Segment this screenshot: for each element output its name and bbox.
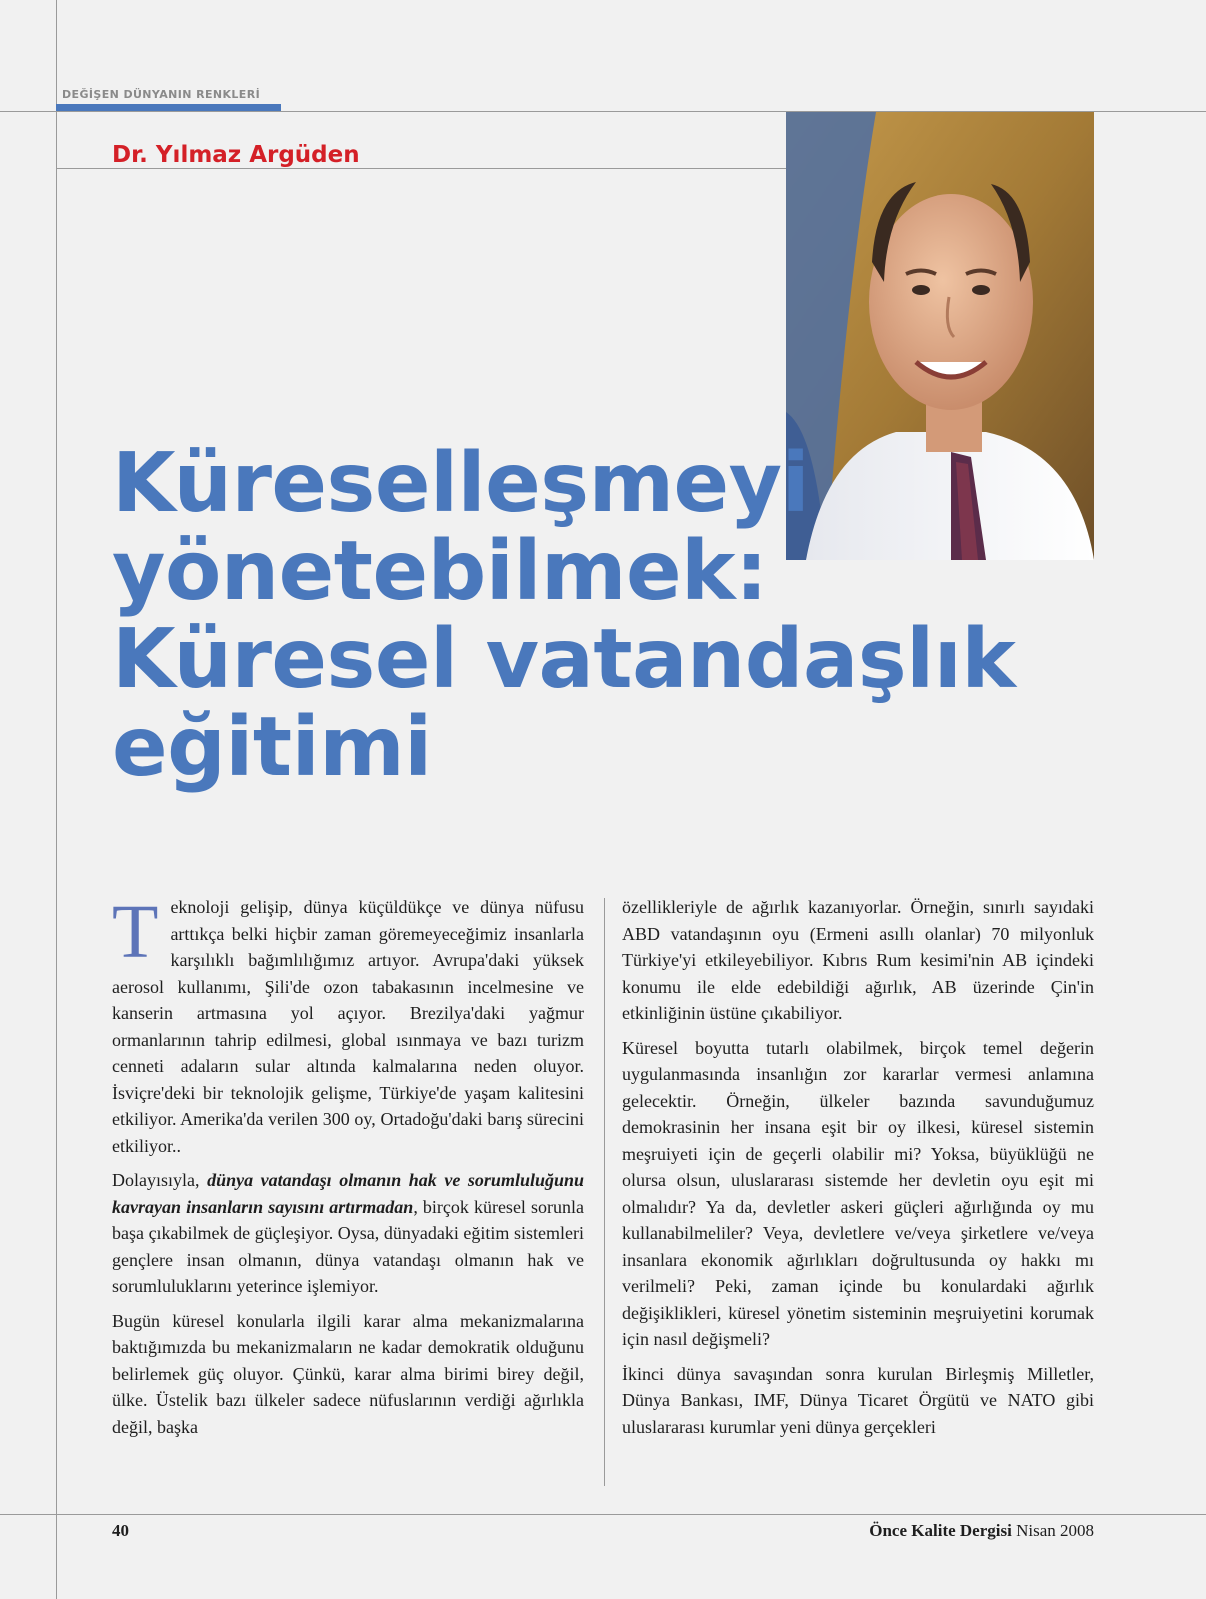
article-column-right: [622, 894, 1094, 1448]
emphasis-text: dünya vatandaşı olmanın hak ve sorumluluğunu kavrayan insanların sayısını artırmadan: [112, 1170, 584, 1217]
paragraph: [112, 1167, 584, 1300]
page-number: 40: [112, 1521, 129, 1540]
issue-date: Nisan 2008: [1011, 1521, 1094, 1540]
title-line: yönetebilmek:: [112, 524, 768, 619]
footer-rule: [0, 1514, 1206, 1515]
author-rule: [56, 168, 786, 169]
paragraph: Bugün küresel konularla ilgili karar alma mekanizmalarına baktığımızda bu mekanizmaların ne kadar demokratik olduğunu belirlemek güç oluyor. Çünkü, karar alma birimi birey değil, ülke. Üstelik bazı ülkeler sadece nüfuslarının verdiği ağırlıkla değil, başka: [112, 1310, 584, 1437]
paragraph-text: Dolayısıyla,: [112, 1170, 208, 1190]
paragraph: özellikleriyle de ağırlık kazanıyorlar. Örneğin, sınırlı sayıdaki ABD vatandaşının oyu (Ermeni asıllı olanlar) 70 milyonluk Türkiye'yi etkileyebiliyor. Kıbrıs Rum kesimi'nin AB içindeki konumu ile elde edebildiği ağırlık, AB üzerinde Çin'in etkinliğinin üstüne çıkabiliyor.: [622, 897, 1094, 1023]
article-title: [112, 436, 1016, 795]
paragraph: Küresel boyutta tutarlı olabilmek, birçok temel değerin uygulanmasında insanlığın zor kararlar vermesi anlamına gelecektir. Örneğin, ülkeler bazında savunduğumuz demokrasinin her insana eşit bir oy ilkesi, küresel sistemin meşruiyeti için de geçerli olabilir mi? Yoksa, büyüklüğü ne olursa olsun, uluslararası sistemde her devletin oyu eşit mi olmalıdır? Ya da, devletler askeri güçleri ağırlığında oy mu kullanabilmeliler? Veya, devletlere ve/veya şirketlere ve/veya insanlara ekonomik ağırlıkları doğrultusunda oy hakkı mı verilmeli? Peki, zaman içinde bu konulardaki ağırlık değişiklikleri, küresel yönetim sisteminin meşruiyetini korumak için nasıl değişmeli?: [622, 1037, 1094, 1349]
paragraph: [112, 890, 584, 1159]
author-name: Dr. Yılmaz Argüden: [112, 142, 360, 168]
column-divider: [604, 898, 605, 1486]
magazine-name: Önce Kalite Dergisi: [869, 1521, 1012, 1540]
section-label: DEĞİŞEN DÜNYANIN RENKLERİ: [62, 88, 261, 101]
margin-rule-vertical: [56, 0, 57, 1599]
paragraph-text: , birçok küresel sorunla başa çıkabilmek de güçleşiyor. Oysa, dünyadaki eğitim sistemleri gençlere insan olmanın, dünya vatandaşı olmanın hak ve sorumluluklarını yeterince işlemiyor.: [112, 1196, 584, 1296]
drop-cap: T: [112, 890, 159, 974]
paragraph: İkinci dünya savaşından sonra kurulan Birleşmiş Milletler, Dünya Bankası, IMF, Dünya Ticaret Örgütü ve NATO gibi uluslararası kurumlar yeni dünya gerçekleri: [622, 1363, 1094, 1437]
title-line: Küresel vatandaşlık: [112, 612, 1016, 707]
footer-publication: [869, 1521, 1094, 1541]
paragraph-text: eknoloji gelişip, dünya küçüldükçe ve dünya nüfusu arttıkça belki hiçbir zaman göremeyeceğimiz insanlarla karşılıklı bağımlılığımız artıyor. Avrupa'daki yüksek aerosol kullanımı, Şili'de ozon tabakasının incelmesine ve kanserin artmasına yol açıyor. Brezilya'daki yağmur ormanlarının tahrip edilmesi, global ısınmaya ve bazı turizm cenneti adaların sular altında kalmalarına neden oluyor. İsviçre'deki bir teknolojik gelişme, Türkiye'de yaşam kalitesini etkiliyor. Amerika'da verilen 300 oy, Ortadoğu'daki barış sürecini etkiliyor..: [112, 897, 584, 1156]
section-accent-bar: [56, 104, 281, 111]
title-line: eğitimi: [112, 700, 432, 795]
article-column-left: [112, 890, 584, 1448]
title-line: Küreselleşmeyi: [112, 436, 810, 531]
